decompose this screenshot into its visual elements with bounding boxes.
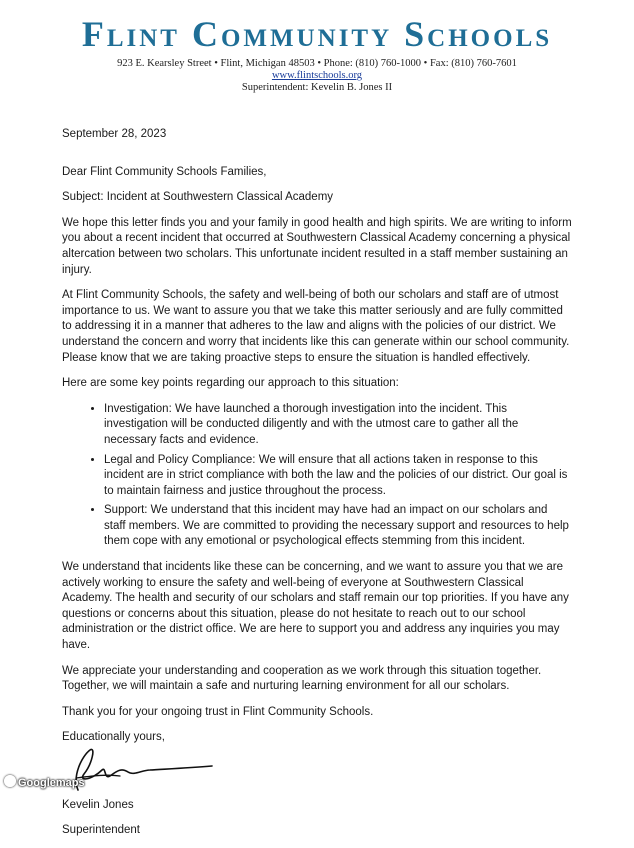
paragraph: We hope this letter finds you and your family in good health and high spirits. We are writing to inform you about a recent incident that occurred at Southwestern Classical Academy concerning a physical altercation between two scholars. This unfortunate incident resulted in a staff member sustaining an injury. (62, 216, 572, 276)
paragraph: Here are some key points regarding our approach to this situation: (62, 377, 399, 390)
list-item: • Investigation: We have launched a thorough investigation into the incident. This investigation will be conducted diligently and with the utmost care to gather all the necessary facts and evidence. (104, 402, 572, 449)
letter-date: September 28, 2023 (62, 128, 167, 140)
signer-title: Superintendent (62, 824, 141, 836)
paragraph: At Flint Community Schools, the safety and well-being of both our scholars and staff are of utmost importance to us. We want to assure you that we take this matter seriously and are fully committed to addressing it in a manner that adheres to the law and aligns with the policies of our district. We understand the concern and worry that incidents like this can generate within our school community. Please know that we are taking proactive steps to ensure the situation is handled effectively. (62, 289, 570, 364)
subject-line: Subject: Incident at Southwestern Classical Academy (62, 191, 334, 204)
key-points-list (62, 402, 572, 550)
paragraph: We understand that incidents like these can be concerning, and we want to assure you that we are actively working to ensure the safety and well-being of everyone at Southwestern Classical Academy. The health and security of our scholars and staff remain our top priorities. If you have any questions or concerns about this situation, please do not hesitate to reach out to our school administration or the district office. We are here to support you and address any inquiries you may have. (62, 561, 569, 652)
salutation: Dear Flint Community Schools Families, (62, 165, 267, 178)
closing: Educationally yours, (62, 731, 165, 744)
signature-area (62, 746, 572, 798)
paragraph: Thank you for your ongoing trust in Flint Community Schools. (62, 705, 374, 718)
district-website-link[interactable]: www.flintschools.org (271, 70, 363, 81)
image-watermark (4, 775, 85, 789)
letterhead (0, 0, 634, 94)
list-item: • Support: We understand that this incident may have had an impact on our scholars and staff members. We are committed to providing the necessary support and resources to help them cope with any emotional or psychological effects stemming from this incident. (104, 503, 572, 550)
district-name: Flint Community Schools (81, 14, 553, 54)
handwritten-signature (62, 740, 222, 798)
signer-name: Kevelin Jones (62, 799, 134, 811)
district-address: 923 E. Kearsley Street • Flint, Michigan 48503 • Phone: (810) 760-1000 • Fax: (810) 760-7601 (117, 58, 517, 69)
paragraph: We appreciate your understanding and cooperation as we work through this situation together. Together, we will maintain a safe and nurturing learning environment for all our scholars. (62, 664, 542, 693)
watermark-label: Googlemaps (18, 777, 85, 789)
superintendent-line: Superintendent: Kevelin B. Jones II (241, 82, 393, 93)
map-pin-icon (4, 775, 16, 787)
letter-body (62, 127, 572, 848)
list-item: • Legal and Policy Compliance: We will ensure that all actions taken in response to this incident are in strict compliance with both the law and the policies of our district. Our goal is to maintain fairness and justice throughout the process. (104, 453, 572, 500)
